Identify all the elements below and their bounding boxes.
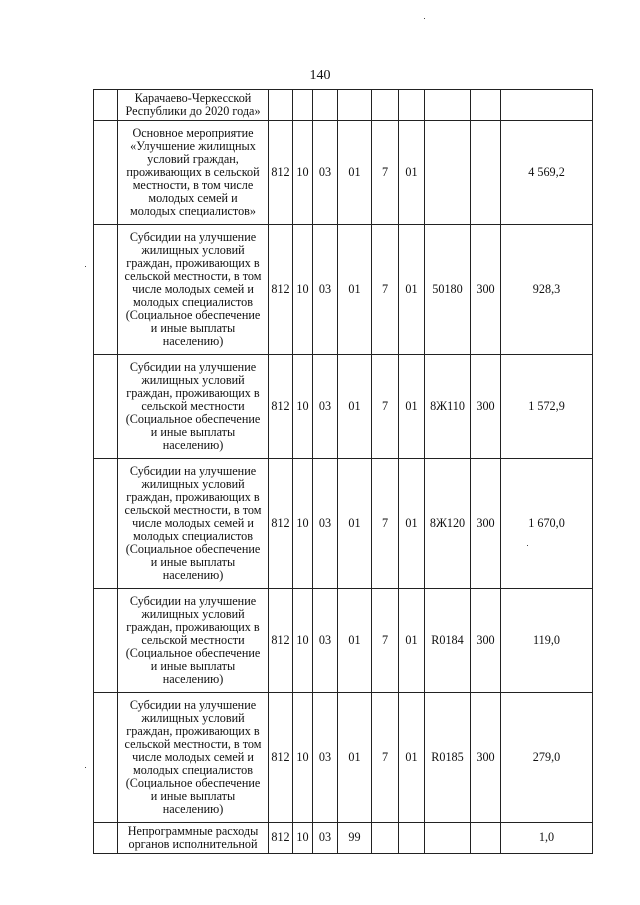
budget-table xyxy=(93,89,593,854)
expense-name-line: молодых специалистов xyxy=(133,295,253,310)
expense-name-line: граждан, проживающих в xyxy=(126,619,260,634)
expense-name-line: жилищных условий xyxy=(141,476,245,491)
expense-name-line: и иные выплаты xyxy=(150,425,236,440)
code-cell-admin: 812 xyxy=(269,589,293,693)
table-row xyxy=(94,589,593,693)
expense-name-line: сельской местности, в том xyxy=(124,736,262,751)
code-cell-vr: 300 xyxy=(471,355,501,459)
amount-cell xyxy=(501,90,593,121)
expense-name-line: числе молодых семей и xyxy=(132,749,254,764)
expense-name-line: проживающих в сельской xyxy=(126,164,260,179)
code-cell-c3: 01 xyxy=(399,121,425,225)
code-cell-c1 xyxy=(338,90,372,121)
row-margin-cell xyxy=(94,90,118,121)
expense-name-line: жилищных условий xyxy=(141,710,245,725)
code-cell-c3: 01 xyxy=(399,459,425,589)
code-cell-c2: 7 xyxy=(372,121,399,225)
expense-name-line: сельской местности, в том xyxy=(124,502,262,517)
amount-cell: 119,0 xyxy=(501,589,593,693)
expense-name-cell xyxy=(118,459,269,589)
code-cell-c4 xyxy=(425,121,471,225)
scan-dot xyxy=(85,767,86,768)
code-cell-admin: 812 xyxy=(269,693,293,823)
code-cell-section: 10 xyxy=(293,225,313,355)
scan-dot xyxy=(527,545,528,546)
code-cell-admin xyxy=(269,90,293,121)
expense-name-line: молодых специалистов xyxy=(133,529,253,544)
expense-name-line: и иные выплаты xyxy=(150,555,236,570)
code-cell-c3 xyxy=(399,823,425,854)
code-cell-c2: 7 xyxy=(372,355,399,459)
code-cell-subsection: 03 xyxy=(313,693,338,823)
code-cell-c2: 7 xyxy=(372,589,399,693)
row-margin-cell xyxy=(94,589,118,693)
expense-name-line: (Социальное обеспечение xyxy=(125,542,261,557)
expense-name-cell xyxy=(118,355,269,459)
code-cell-c1: 99 xyxy=(338,823,372,854)
expense-name-line: граждан, проживающих в xyxy=(126,255,260,270)
row-margin-cell xyxy=(94,693,118,823)
scan-dot xyxy=(424,18,425,19)
amount-cell: 1 670,0 xyxy=(501,459,593,589)
row-margin-cell xyxy=(94,459,118,589)
code-cell-c2 xyxy=(372,823,399,854)
expense-name-cell xyxy=(118,589,269,693)
expense-name-cell xyxy=(118,121,269,225)
expense-name-line: числе молодых семей и xyxy=(132,281,254,296)
table-row xyxy=(94,693,593,823)
expense-name-line: сельской местности, в том xyxy=(124,268,262,283)
code-cell-admin: 812 xyxy=(269,121,293,225)
row-margin-cell xyxy=(94,121,118,225)
code-cell-section: 10 xyxy=(293,693,313,823)
expense-name-line: граждан, проживающих в xyxy=(126,723,260,738)
code-cell-c4: R0184 xyxy=(425,589,471,693)
table-row xyxy=(94,355,593,459)
expense-name-line: молодых специалистов xyxy=(133,763,253,778)
expense-name-line: Субсидии на улучшение xyxy=(129,229,257,244)
expense-name-line: и иные выплаты xyxy=(150,789,236,804)
code-cell-section xyxy=(293,90,313,121)
expense-name-line: граждан, проживающих в xyxy=(126,385,260,400)
code-cell-vr: 300 xyxy=(471,225,501,355)
code-cell-vr xyxy=(471,90,501,121)
expense-name-line: и иные выплаты xyxy=(150,321,236,336)
expense-name-line: (Социальное обеспечение xyxy=(125,412,261,427)
amount-cell: 928,3 xyxy=(501,225,593,355)
code-cell-c1: 01 xyxy=(338,355,372,459)
code-cell-vr: 300 xyxy=(471,459,501,589)
code-cell-c4 xyxy=(425,823,471,854)
code-cell-subsection: 03 xyxy=(313,823,338,854)
expense-name-cell xyxy=(118,693,269,823)
expense-name-line: молодых семей и xyxy=(148,191,238,206)
code-cell-c3: 01 xyxy=(399,693,425,823)
expense-name-line: Субсидии на улучшение xyxy=(129,463,257,478)
expense-name-line: Субсидии на улучшение xyxy=(129,593,257,608)
expense-name-line: органов исполнительной xyxy=(128,837,258,851)
code-cell-subsection: 03 xyxy=(313,459,338,589)
expense-name-line: населению) xyxy=(162,334,224,349)
code-cell-c1: 01 xyxy=(338,693,372,823)
code-cell-c2: 7 xyxy=(372,459,399,589)
code-cell-c3 xyxy=(399,90,425,121)
code-cell-c3: 01 xyxy=(399,355,425,459)
code-cell-c1: 01 xyxy=(338,121,372,225)
expense-name-cell xyxy=(118,225,269,355)
row-margin-cell xyxy=(94,225,118,355)
code-cell-c2: 7 xyxy=(372,693,399,823)
table-row xyxy=(94,121,593,225)
expense-name-cell xyxy=(118,90,269,121)
code-cell-subsection: 03 xyxy=(313,355,338,459)
expense-name-cell xyxy=(118,823,269,854)
code-cell-section: 10 xyxy=(293,823,313,854)
table-row xyxy=(94,225,593,355)
code-cell-vr: 300 xyxy=(471,589,501,693)
code-cell-admin: 812 xyxy=(269,823,293,854)
code-cell-admin: 812 xyxy=(269,225,293,355)
expense-name-line: населению) xyxy=(162,802,224,817)
expense-name-line: населению) xyxy=(162,438,224,453)
expense-name-line: числе молодых семей и xyxy=(132,515,254,530)
expense-name-line: жилищных условий xyxy=(141,372,245,387)
code-cell-c1: 01 xyxy=(338,225,372,355)
code-cell-vr xyxy=(471,121,501,225)
code-cell-subsection xyxy=(313,90,338,121)
expense-name-line: молодых специалистов» xyxy=(129,204,257,219)
expense-name-line: и иные выплаты xyxy=(150,659,236,674)
expense-name-line: «Улучшение жилищных xyxy=(130,138,256,153)
amount-cell: 1 572,9 xyxy=(501,355,593,459)
expense-name-line: местности, в том числе xyxy=(132,178,254,193)
code-cell-subsection: 03 xyxy=(313,225,338,355)
expense-name-line: сельской местности xyxy=(141,632,245,647)
code-cell-c4 xyxy=(425,90,471,121)
code-cell-c2 xyxy=(372,90,399,121)
expense-name-line: населению) xyxy=(162,672,224,687)
expense-name-line: Республики до 2020 года» xyxy=(125,104,261,118)
expense-name-line: (Социальное обеспечение xyxy=(125,776,261,791)
expense-name-line: (Социальное обеспечение xyxy=(125,308,261,323)
code-cell-vr: 300 xyxy=(471,693,501,823)
code-cell-vr xyxy=(471,823,501,854)
code-cell-section: 10 xyxy=(293,355,313,459)
expense-name-line: Субсидии на улучшение xyxy=(129,359,257,374)
amount-cell: 279,0 xyxy=(501,693,593,823)
expense-name-line: Непрограммные расходы xyxy=(127,823,259,838)
amount-cell: 1,0 xyxy=(501,823,593,854)
code-cell-section: 10 xyxy=(293,459,313,589)
expense-name-line: (Социальное обеспечение xyxy=(125,646,261,661)
expense-name-line: жилищных условий xyxy=(141,242,245,257)
code-cell-c3: 01 xyxy=(399,589,425,693)
row-margin-cell xyxy=(94,355,118,459)
code-cell-c2: 7 xyxy=(372,225,399,355)
expense-name-line: сельской местности xyxy=(141,398,245,413)
code-cell-c1: 01 xyxy=(338,589,372,693)
code-cell-c4: 8Ж120 xyxy=(425,459,471,589)
table-row xyxy=(94,459,593,589)
expense-name-line: условий граждан, xyxy=(147,151,239,166)
code-cell-c3: 01 xyxy=(399,225,425,355)
code-cell-subsection: 03 xyxy=(313,121,338,225)
code-cell-c1: 01 xyxy=(338,459,372,589)
row-margin-cell xyxy=(94,823,118,854)
expense-name-line: жилищных условий xyxy=(141,606,245,621)
expense-name-line: Карачаево-Черкесской xyxy=(134,90,252,105)
code-cell-c4: R0185 xyxy=(425,693,471,823)
amount-cell: 4 569,2 xyxy=(501,121,593,225)
table-row xyxy=(94,823,593,854)
code-cell-c4: 50180 xyxy=(425,225,471,355)
code-cell-admin: 812 xyxy=(269,355,293,459)
code-cell-section: 10 xyxy=(293,121,313,225)
code-cell-section: 10 xyxy=(293,589,313,693)
code-cell-admin: 812 xyxy=(269,459,293,589)
table-row xyxy=(94,90,593,121)
expense-name-line: Субсидии на улучшение xyxy=(129,697,257,712)
expense-name-line: Основное мероприятие xyxy=(132,125,254,140)
code-cell-subsection: 03 xyxy=(313,589,338,693)
expense-name-line: населению) xyxy=(162,568,224,583)
expense-name-line: граждан, проживающих в xyxy=(126,489,260,504)
page-number: 140 xyxy=(309,68,331,83)
code-cell-c4: 8Ж110 xyxy=(425,355,471,459)
scan-dot xyxy=(85,266,86,267)
